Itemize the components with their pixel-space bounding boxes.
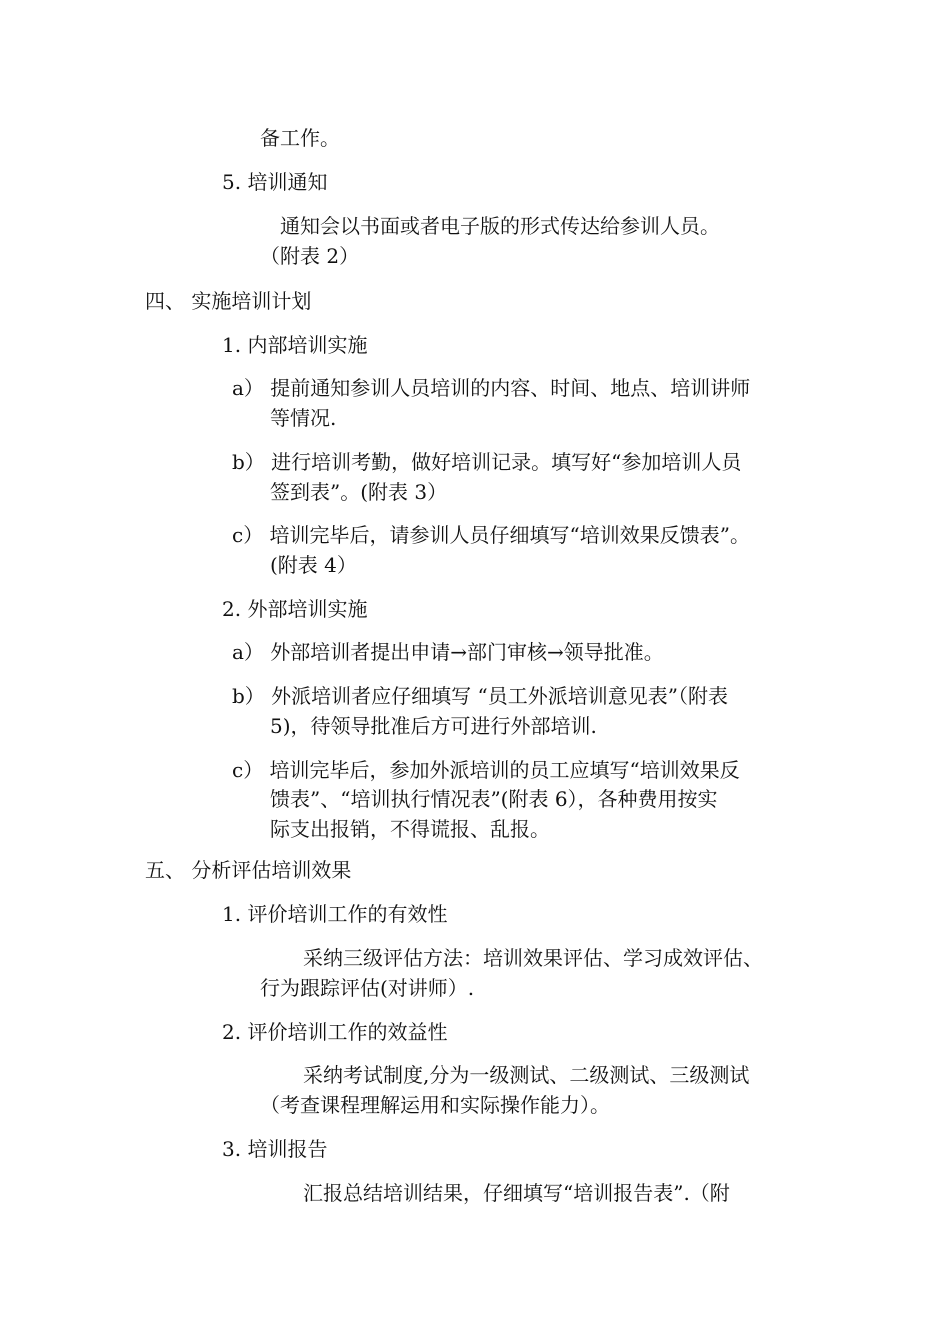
text-line: 际支出报销，不得谎报、乱报。: [270, 817, 550, 841]
section-heading: 五、 分析评估培训效果: [145, 858, 352, 882]
sub-list-item: b） 外派培训者应仔细填写 “员工外派培训意见表”（附表: [232, 684, 728, 708]
text-line: 通知会以书面或者电子版的形式传达给参训人员。: [280, 214, 720, 238]
list-item-heading: 3. 培训报告: [222, 1137, 328, 1161]
text-line: 采纳考试制度,分为一级测试、二级测试、三级测试: [303, 1063, 750, 1087]
text-line: （考查课程理解运用和实际操作能力）。: [260, 1093, 610, 1117]
section-heading: 四、 实施培训计划: [145, 289, 312, 313]
sub-list-item: b） 进行培训考勤，做好培训记录。填写好“参加培训人员: [232, 450, 742, 474]
sub-list-item: c） 培训完毕后，请参训人员仔细填写“培训效果反馈表”。: [232, 523, 751, 547]
text-line: (附表 4）: [270, 553, 357, 577]
list-item-heading: 1. 评价培训工作的有效性: [222, 902, 448, 926]
text-line: （附表 2）: [260, 244, 360, 268]
list-item-heading: 2. 评价培训工作的效益性: [222, 1020, 448, 1044]
text-line: 签到表”。(附表 3）: [270, 480, 448, 504]
sub-list-item: a） 提前通知参训人员培训的内容、时间、地点、培训讲师: [232, 376, 751, 400]
list-item-heading: 1. 内部培训实施: [222, 333, 368, 357]
text-line: 等情况.: [270, 406, 337, 430]
text-line: 馈表”、“培训执行情况表”(附表 6），各种费用按实: [270, 787, 718, 811]
text-line: 5)，待领导批准后方可进行外部培训.: [270, 714, 597, 738]
text-line: 采纳三级评估方法：培训效果评估、学习成效评估、: [303, 946, 763, 970]
sub-list-item: a） 外部培训者提出申请→部门审核→领导批准。: [232, 640, 664, 664]
list-item-heading: 5. 培训通知: [222, 170, 328, 194]
text-line: 备工作。: [260, 126, 340, 150]
list-item-heading: 2. 外部培训实施: [222, 597, 368, 621]
text-line: 汇报总结培训结果，仔细填写“培训报告表”.（附: [303, 1181, 730, 1205]
sub-list-item: c） 培训完毕后，参加外派培训的员工应填写“培训效果反: [232, 758, 740, 782]
text-line: 行为跟踪评估(对讲师）.: [260, 976, 475, 1000]
